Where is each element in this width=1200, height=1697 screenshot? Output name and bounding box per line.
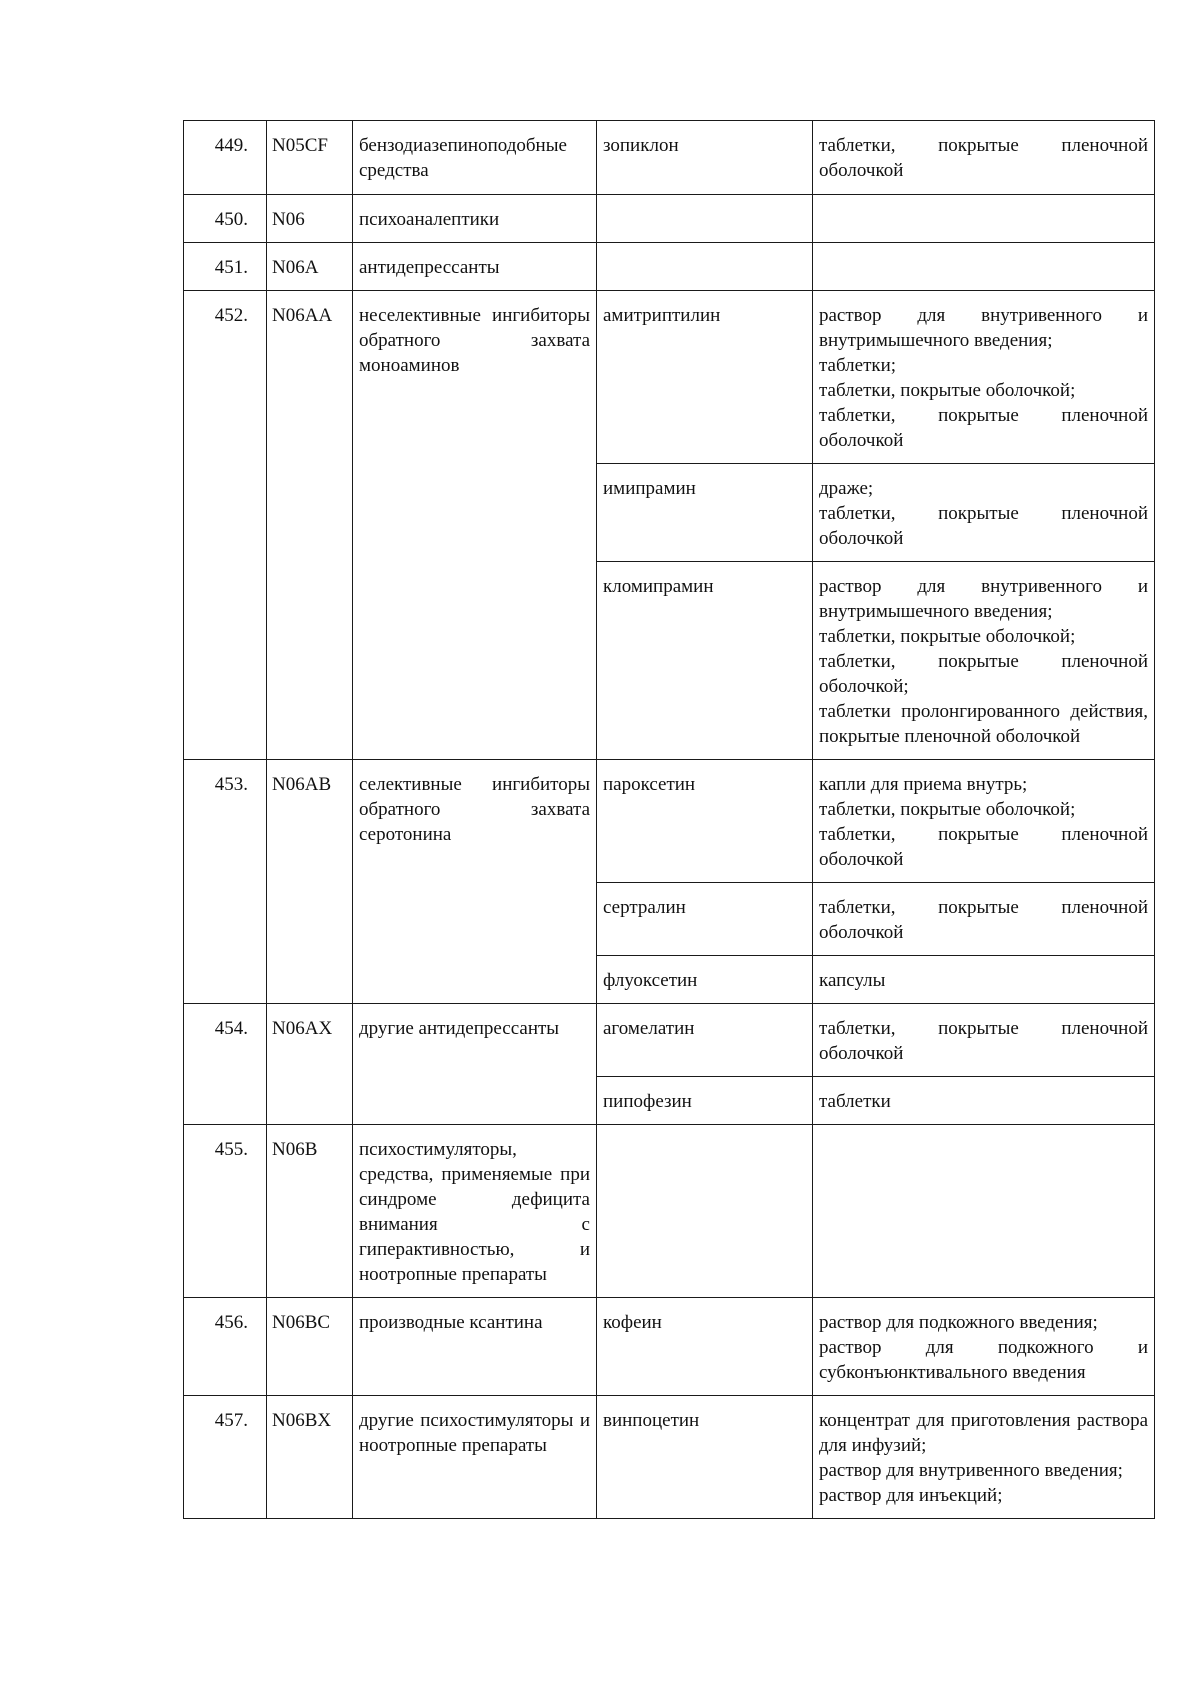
- table-row: [184, 121, 1155, 195]
- row-number: 457.: [184, 1396, 267, 1519]
- document-page: [183, 120, 1154, 1519]
- drug-name: кофеин: [597, 1298, 813, 1396]
- pharmacological-group: другие психостимуляторы и ноотропные препараты: [353, 1396, 597, 1519]
- row-number: 456.: [184, 1298, 267, 1396]
- dosage-form-item: раствор для внутривенного и внутримышечного введения;: [819, 305, 1148, 351]
- dosage-forms: [813, 562, 1155, 760]
- dosage-forms: [813, 1077, 1155, 1125]
- row-number: 454.: [184, 1004, 267, 1125]
- drug-name: кломипрамин: [597, 562, 813, 760]
- dosage-form-item: раствор для подкожного и субконъюнктивального введения: [819, 1337, 1148, 1383]
- table-row: [184, 291, 1155, 464]
- atc-code: N06AA: [267, 291, 353, 760]
- drug-name: флуоксетин: [597, 956, 813, 1004]
- drug-name: амитриптилин: [597, 291, 813, 464]
- table-row: [184, 760, 1155, 883]
- dosage-form-item: таблетки, покрытые оболочкой;: [819, 626, 1076, 647]
- pharmacological-group: неселективные ингибиторы обратного захвата моноаминов: [353, 291, 597, 760]
- table-row: [184, 1396, 1155, 1519]
- drug-name: пипофезин: [597, 1077, 813, 1125]
- dosage-form-item: таблетки, покрытые пленочной оболочкой: [819, 405, 1148, 451]
- dosage-form-item: концентрат для приготовления раствора для инфузий;: [819, 1410, 1148, 1456]
- drug-list-table: [183, 120, 1155, 1519]
- drug-name: сертралин: [597, 883, 813, 956]
- dosage-form-item: таблетки, покрытые пленочной оболочкой: [819, 503, 1148, 549]
- dosage-form-item: капсулы: [819, 970, 886, 991]
- dosage-form-item: капли для приема внутрь;: [819, 774, 1028, 795]
- atc-code: N06B: [267, 1125, 353, 1298]
- dosage-forms: [813, 464, 1155, 562]
- row-number: 455.: [184, 1125, 267, 1298]
- pharmacological-group: бензодиазепиноподобные средства: [353, 121, 597, 195]
- pharmacological-group: антидепрессанты: [353, 243, 597, 291]
- dosage-forms: [813, 195, 1155, 243]
- dosage-form-item: раствор для внутривенного и внутримышечного введения;: [819, 576, 1148, 622]
- table-row: [184, 195, 1155, 243]
- drug-name: пароксетин: [597, 760, 813, 883]
- dosage-form-item: таблетки, покрытые пленочной оболочкой: [819, 135, 1148, 181]
- dosage-forms: [813, 121, 1155, 195]
- drug-name: [597, 195, 813, 243]
- table-row: [184, 1004, 1155, 1077]
- drug-name: винпоцетин: [597, 1396, 813, 1519]
- atc-code: N05CF: [267, 121, 353, 195]
- dosage-form-item: раствор для инъекций;: [819, 1485, 1003, 1506]
- pharmacological-group: другие антидепрессанты: [353, 1004, 597, 1125]
- pharmacological-group: селективные ингибиторы обратного захвата серотонина: [353, 760, 597, 1004]
- dosage-forms: [813, 760, 1155, 883]
- drug-name: имипрамин: [597, 464, 813, 562]
- atc-code: N06AB: [267, 760, 353, 1004]
- dosage-forms: [813, 1298, 1155, 1396]
- drug-name: [597, 1125, 813, 1298]
- dosage-forms: [813, 883, 1155, 956]
- dosage-forms: [813, 1396, 1155, 1519]
- table-body: [184, 121, 1155, 1519]
- dosage-form-item: таблетки, покрытые пленочной оболочкой: [819, 1018, 1148, 1064]
- dosage-form-item: таблетки, покрытые пленочной оболочкой: [819, 824, 1148, 870]
- dosage-form-item: раствор для внутривенного введения;: [819, 1460, 1123, 1481]
- row-number: 453.: [184, 760, 267, 1004]
- dosage-form-item: таблетки пролонгированного действия, покрытые пленочной оболочкой: [819, 701, 1148, 747]
- table-row: [184, 1298, 1155, 1396]
- table-row: [184, 243, 1155, 291]
- row-number: 449.: [184, 121, 267, 195]
- dosage-form-item: раствор для подкожного введения;: [819, 1312, 1098, 1333]
- atc-code: N06AX: [267, 1004, 353, 1125]
- pharmacological-group: психостимуляторы, средства, применяемые при синдроме дефицита внимания с гиперактивностью, и ноотропные препараты: [353, 1125, 597, 1298]
- dosage-form-item: таблетки;: [819, 355, 897, 376]
- atc-code: N06BC: [267, 1298, 353, 1396]
- atc-code: N06BX: [267, 1396, 353, 1519]
- drug-name: зопиклон: [597, 121, 813, 195]
- row-number: 451.: [184, 243, 267, 291]
- dosage-form-item: таблетки, покрытые пленочной оболочкой: [819, 897, 1148, 943]
- dosage-forms: [813, 291, 1155, 464]
- row-number: 452.: [184, 291, 267, 760]
- dosage-form-item: таблетки, покрытые оболочкой;: [819, 799, 1076, 820]
- dosage-form-item: таблетки, покрытые оболочкой;: [819, 380, 1076, 401]
- dosage-form-item: таблетки, покрытые пленочной оболочкой;: [819, 651, 1148, 697]
- dosage-forms: [813, 956, 1155, 1004]
- table-row: [184, 1125, 1155, 1298]
- dosage-forms: [813, 243, 1155, 291]
- atc-code: N06: [267, 195, 353, 243]
- atc-code: N06A: [267, 243, 353, 291]
- pharmacological-group: психоаналептики: [353, 195, 597, 243]
- dosage-forms: [813, 1004, 1155, 1077]
- dosage-forms: [813, 1125, 1155, 1298]
- dosage-form-item: драже;: [819, 478, 874, 499]
- drug-name: [597, 243, 813, 291]
- dosage-form-item: таблетки: [819, 1091, 891, 1112]
- row-number: 450.: [184, 195, 267, 243]
- pharmacological-group: производные ксантина: [353, 1298, 597, 1396]
- drug-name: агомелатин: [597, 1004, 813, 1077]
